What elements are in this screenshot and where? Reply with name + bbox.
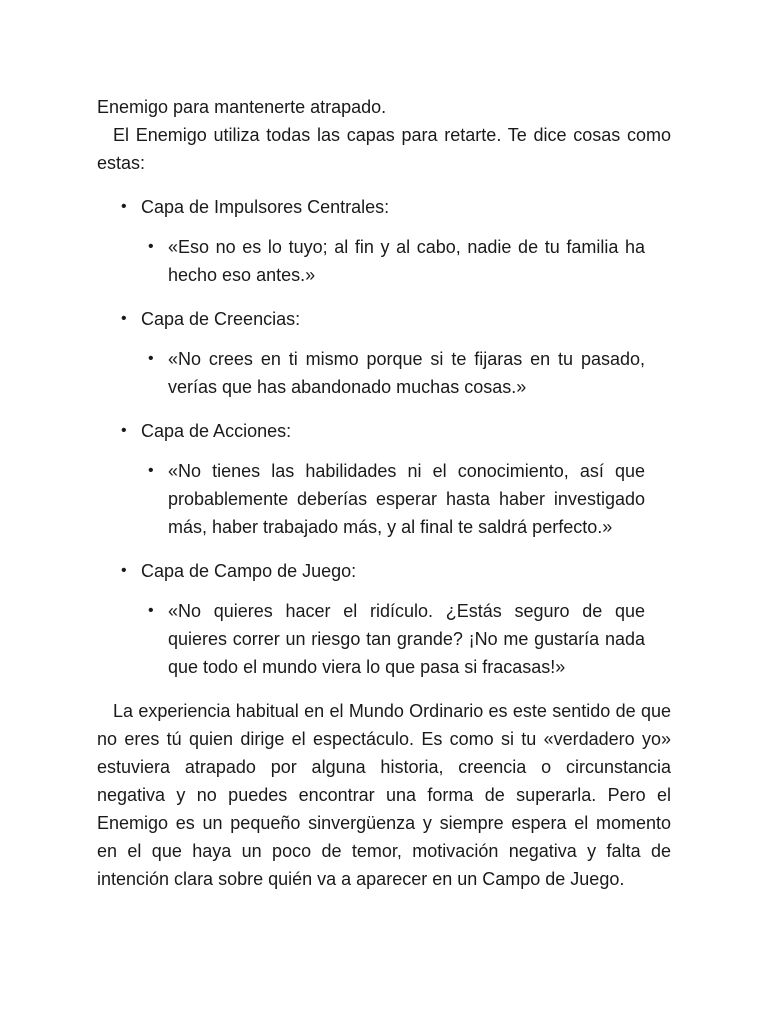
list-item	[97, 305, 671, 401]
layer-title: Capa de Campo de Juego:	[141, 561, 357, 581]
list-item	[141, 457, 671, 541]
list-item	[97, 193, 671, 289]
layer-title: Capa de Creencias:	[141, 309, 301, 329]
list-item	[97, 417, 671, 541]
bullet-icon: •	[121, 422, 127, 439]
layer-quote: «No quieres hacer el ridículo. ¿Estás seguro de que quieres correr un riesgo tan grande? ¡No me gustaría nada que todo el mundo viera lo que pasa si fracasas!»	[168, 601, 645, 677]
layer-quote: «No crees en ti mismo porque si te fijaras en tu pasado, verías que has abandonado muchas cosas.»	[168, 349, 645, 397]
closing-paragraph: La experiencia habitual en el Mundo Ordinario es este sentido de que no eres tú quien dirige el espectáculo. Es como si tu «verdadero yo» estuviera atrapado por alguna historia, creencia o circunstancia negativa y no puedes encontrar una forma de superarla. Pero el Enemigo es un pequeño sinvergüenza y siempre espera el momento en el que haya un poco de temor, motivación negativa y falta de intención clara sobre quién va a aparecer en un Campo de Juego.	[97, 701, 671, 889]
list-item	[141, 233, 671, 289]
layer-title: Capa de Acciones:	[141, 421, 292, 441]
bullet-icon: •	[121, 562, 127, 579]
bullet-icon: •	[148, 350, 154, 367]
quote-list	[141, 345, 671, 401]
opening-line: Enemigo para mantenerte atrapado.	[97, 97, 387, 117]
bullet-icon: •	[148, 462, 154, 479]
layer-title: Capa de Impulsores Centrales:	[141, 197, 390, 217]
list-item	[97, 557, 671, 681]
bullet-icon: •	[148, 238, 154, 255]
layers-list	[97, 193, 671, 681]
quote-list	[141, 233, 671, 289]
bullet-icon: •	[121, 198, 127, 215]
quote-list	[141, 597, 671, 681]
list-item	[141, 597, 671, 681]
intro-paragraph: El Enemigo utiliza todas las capas para retarte. Te dice cosas como estas:	[97, 125, 671, 173]
bullet-icon: •	[121, 310, 127, 327]
document-page	[97, 93, 671, 893]
layer-quote: «No tienes las habilidades ni el conocimiento, así que probablemente deberías esperar hasta haber investigado más, haber trabajado más, y al final te saldrá perfecto.»	[168, 461, 645, 537]
quote-list	[141, 457, 671, 541]
list-item	[141, 345, 671, 401]
bullet-icon: •	[148, 602, 154, 619]
layer-quote: «Eso no es lo tuyo; al fin y al cabo, nadie de tu familia ha hecho eso antes.»	[168, 237, 645, 285]
